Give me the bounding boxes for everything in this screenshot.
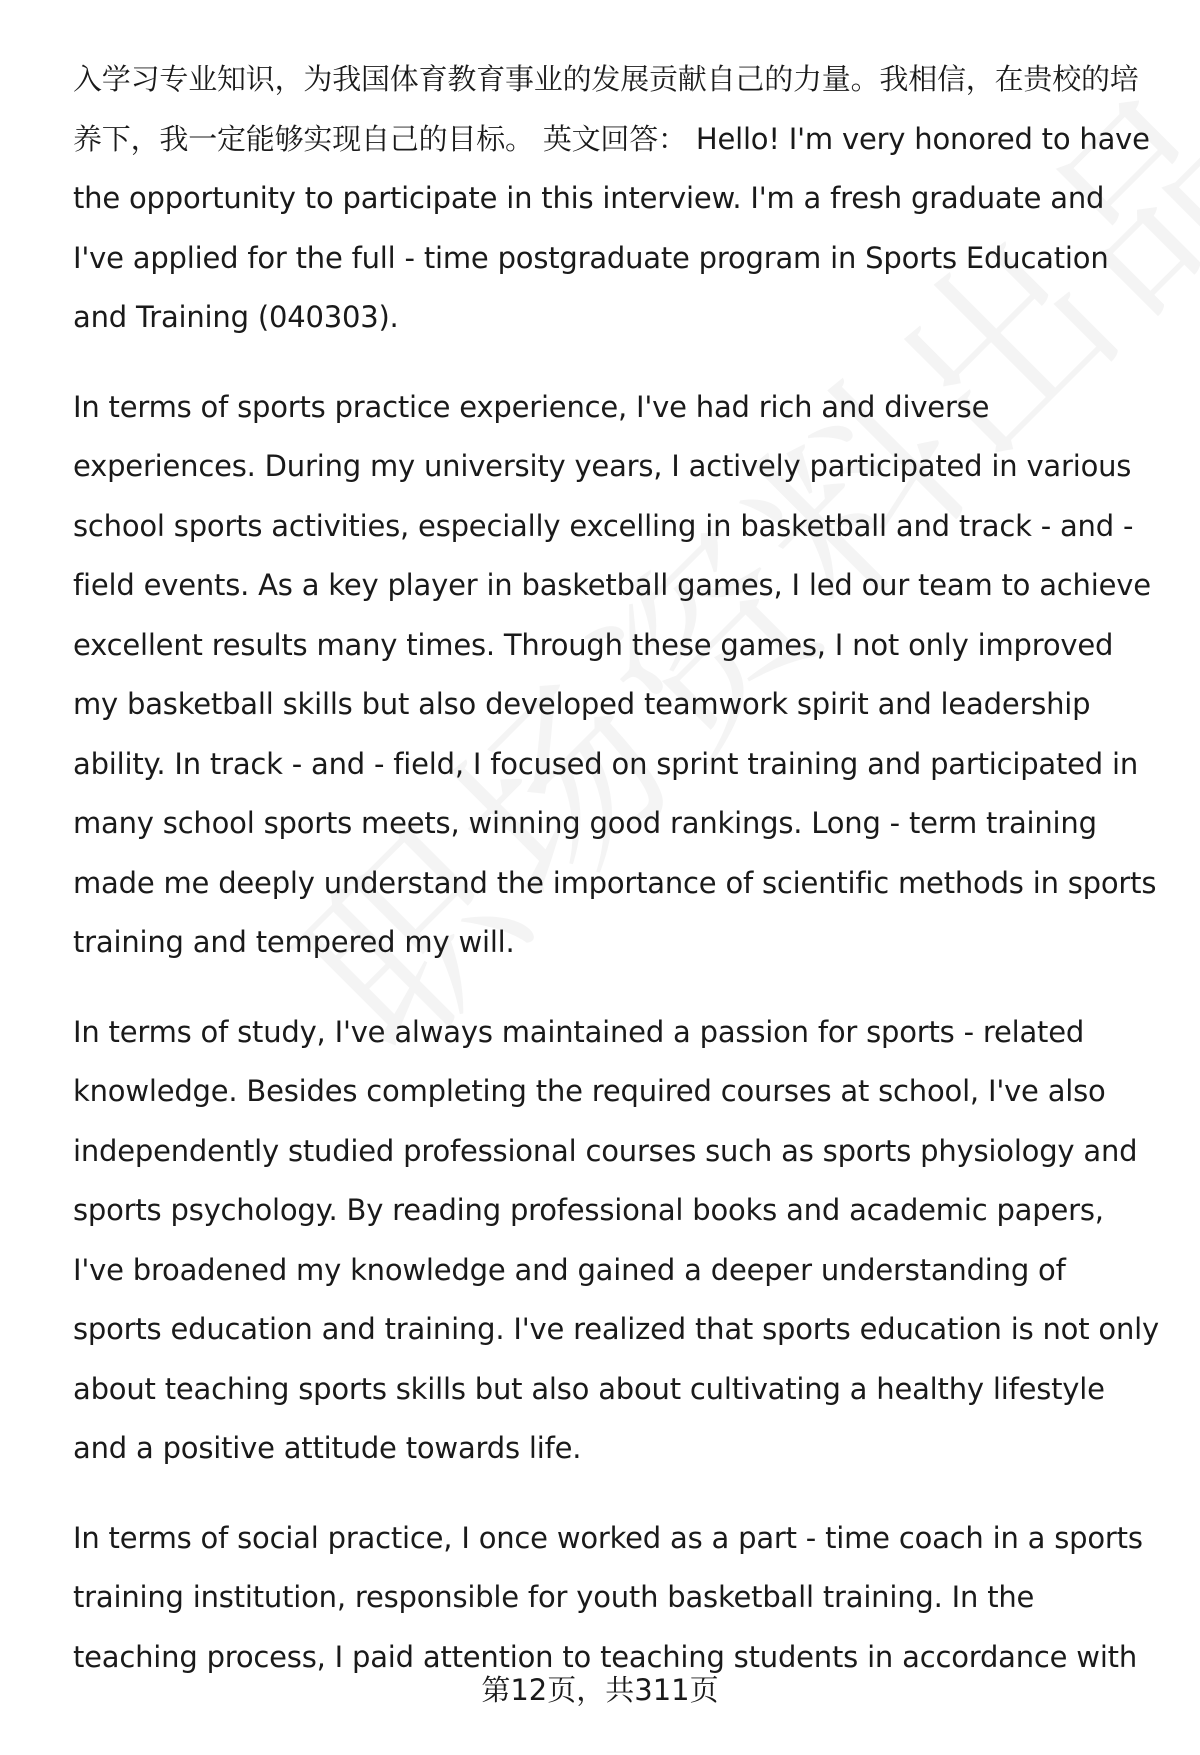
paragraph-2: In terms of sports practice experience, I've had rich and diverse experiences. During my university years, I actively participated in various school sports activities, especially excelling in basketball and track - and - field events. As a key player in basketball games, I led our team to achieve excellent results many times. Through these games, I not only improved my basketball skills but also developed teamwork spirit and leadership ability. In track - and - field, I focused on sprint training and participated in many school sports meets, winning good rankings. Long - term training made me deeply understand the importance of scientific methods in sports training and tempered my will.	[73, 389, 1157, 959]
document-body	[73, 50, 1163, 1717]
page-number-footer: 第12页，共311页	[481, 1673, 719, 1707]
paragraph-4: In terms of social practice, I once worked as a part - time coach in a sports training institution, responsible for youth basketball training. In the teaching process, I paid attention to teaching students in accordance with	[73, 1520, 1143, 1674]
paragraph-1: 入学习专业知识，为我国体育教育事业的发展贡献自己的力量。我相信，在贵校的培养下，我一定能够实现自己的目标。 英文回答： Hello! I'm very honored to have the opportunity to participate in this interview. I'm a fresh graduate and I've applied for the full - time postgraduate program in Sports Education and Training (040303).	[73, 62, 1150, 334]
paragraph-3: In terms of study, I've always maintained a passion for sports - related knowledge. Besides completing the required courses at school, I've also independently studied professional courses such as sports physiology and sports psychology. By reading professional books and academic papers, I've broadened my knowledge and gained a deeper understanding of sports education and training. I've realized that sports education is not only about teaching sports skills but also about cultivating a healthy lifestyle and a positive attitude towards life.	[73, 1014, 1159, 1465]
